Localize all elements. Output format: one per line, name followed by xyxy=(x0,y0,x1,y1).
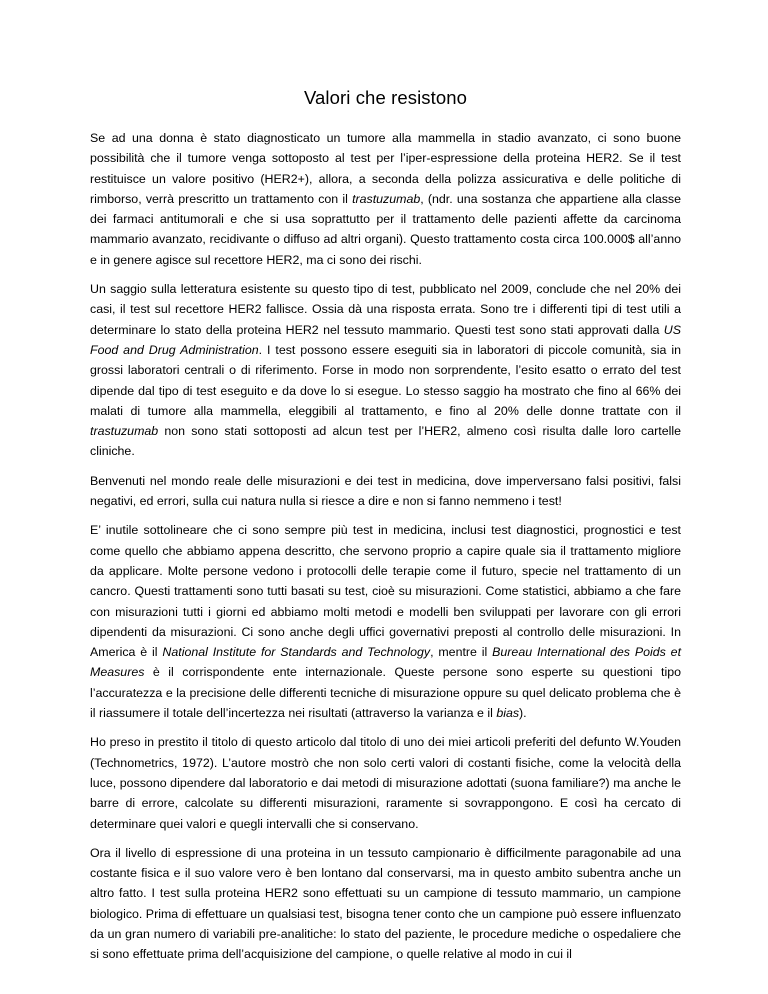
text-run: è il corrispondente ente internazionale. Queste persone sono esperte su questioni tipo l’accuratezza e la precisione delle differenti tecniche di misurazione oppure su quel delicato problema che è il riassumere il totale dell’incertezza nei risultati (attraverso la varianza e il xyxy=(90,665,681,721)
text-run: , mentre il xyxy=(430,645,493,660)
text-run: . I test possono essere eseguiti sia in laboratori di piccole comunità, sia in grossi laboratori centrali o di riferimento. Forse in modo non sorprendente, l’esito esatto o errato del test dipende dal tipo di test eseguito e da dove lo si esegue. Lo stesso saggio ha mostrato che fino al 66% dei malati di tumore alla mammella, eleggibili al trattamento, e fino al 20% delle donne trattate con il xyxy=(90,342,681,418)
text-run: Benvenuti nel mondo reale delle misurazioni e dei test in medicina, dove imperversano falsi positivi, falsi negativi, ed errori, sulla cui natura nulla si riesce a dire e non si fanno nemmeno i test! xyxy=(90,473,681,509)
text-run: non sono stati sottoposti ad alcun test per l’HER2, almeno così risulta dalle loro cartelle cliniche. xyxy=(90,424,681,459)
paragraph xyxy=(90,520,681,723)
paragraph xyxy=(90,471,681,512)
italic-text: National Institute for Standards and Technology xyxy=(162,645,431,660)
text-run: Ho preso in prestito il titolo di questo articolo dal titolo di uno dei miei articoli preferiti del defunto W.Youden (Technometrics, 1972). L’autore mostrò che non solo certi valori di costanti fisiche, come la velocità della luce, possono dipendere dal laboratorio e dai metodi di misurazione adottati (suona familiare?) ma anche le barre di errore, calcolate su differenti misurazioni, raramente si sovrappongono. E così ha cercato di determinare quei valori e quegli intervalli che si conservano. xyxy=(90,735,681,831)
italic-text: Bureau International des Poids et Measures xyxy=(90,645,682,680)
paragraph xyxy=(90,843,681,965)
italic-text: trastuzumab xyxy=(352,191,421,206)
text-run: , (ndr. una sostanza che appartiene alla classe dei farmaci antitumorali e che si usa soprattutto per il trattamento delle pazienti affette da carcinoma mammario avanzato, recidivante o diffuso ad altri organi). Questo trattamento costa circa 100.000$ all’anno e in genere agisce sul recettore HER2, ma ci sono dei rischi. xyxy=(90,191,681,267)
italic-text: bias xyxy=(496,706,520,721)
italic-text: US Food and Drug Administration xyxy=(90,322,681,357)
italic-text: trastuzumab xyxy=(90,424,159,439)
text-run: Se ad una donna è stato diagnosticato un tumore alla mammella in stadio avanzato, ci sono buone possibilità che il tumore venga sottoposto al test per l’iper-espressione della proteina HER2. Se il test restituisce un valore positivo (HER2+), allora, a seconda della polizza assicurativa e delle politiche di rimborso, verrà prescritto un trattamento con il xyxy=(90,131,681,206)
text-run: E’ inutile sottolineare che ci sono sempre più test in medicina, inclusi test diagnostici, prognostici e test come quello che abbiamo appena descritto, che servono proprio a capire quale sia il trattamento migliore da applicare. Molte persone vedono i protocolli delle terapie come il futuro, specie nel trattamento di un cancro. Questi trattamenti sono tutti basati su test, cioè su misurazioni. Come statistici, abbiamo a che fare con misurazioni tutti i giorni ed abbiamo molti metodi e modelli ben sviluppati per lavorare con gli errori dipendenti da misurazioni. Ci sono anche degli uffici governativi preposti al controllo delle misurazioni. In America è il xyxy=(90,523,681,660)
paragraph xyxy=(90,732,681,833)
text-run: Ora il livello di espressione di una proteina in un tessuto campionario è difficilmente paragonabile ad una costante fisica e il suo valore vero è ben lontano dal conservarsi, ma in questo ambito subentra anche un altro fatto. I test sulla proteina HER2 sono effettuati su un campione di tessuto mammario, un campione biologico. Prima di effettuare un qualsiasi test, bisogna tener conto che un campione può essere influenzato da un gran numero di variabili pre-analitiche: lo stato del paziente, le procedure mediche o ospedaliere che si sono effettuate prima dell’acquisizione del campione, o quelle relative al modo in cui il xyxy=(90,845,681,962)
document-body xyxy=(90,128,681,965)
text-run: Un saggio sulla letteratura esistente su questo tipo di test, pubblicato nel 2009, conclude che nel 20% dei casi, il test sul recettore HER2 fallisce. Ossia dà una risposta errata. Sono tre i differenti tipi di test utili a determinare lo stato della proteina HER2 nel tessuto mammario. Questi test sono stati approvati dalla xyxy=(90,282,681,337)
document-title: Valori che resistono xyxy=(303,87,468,108)
text-run: ). xyxy=(519,706,527,721)
paragraph xyxy=(90,128,681,270)
paragraph xyxy=(90,279,681,462)
